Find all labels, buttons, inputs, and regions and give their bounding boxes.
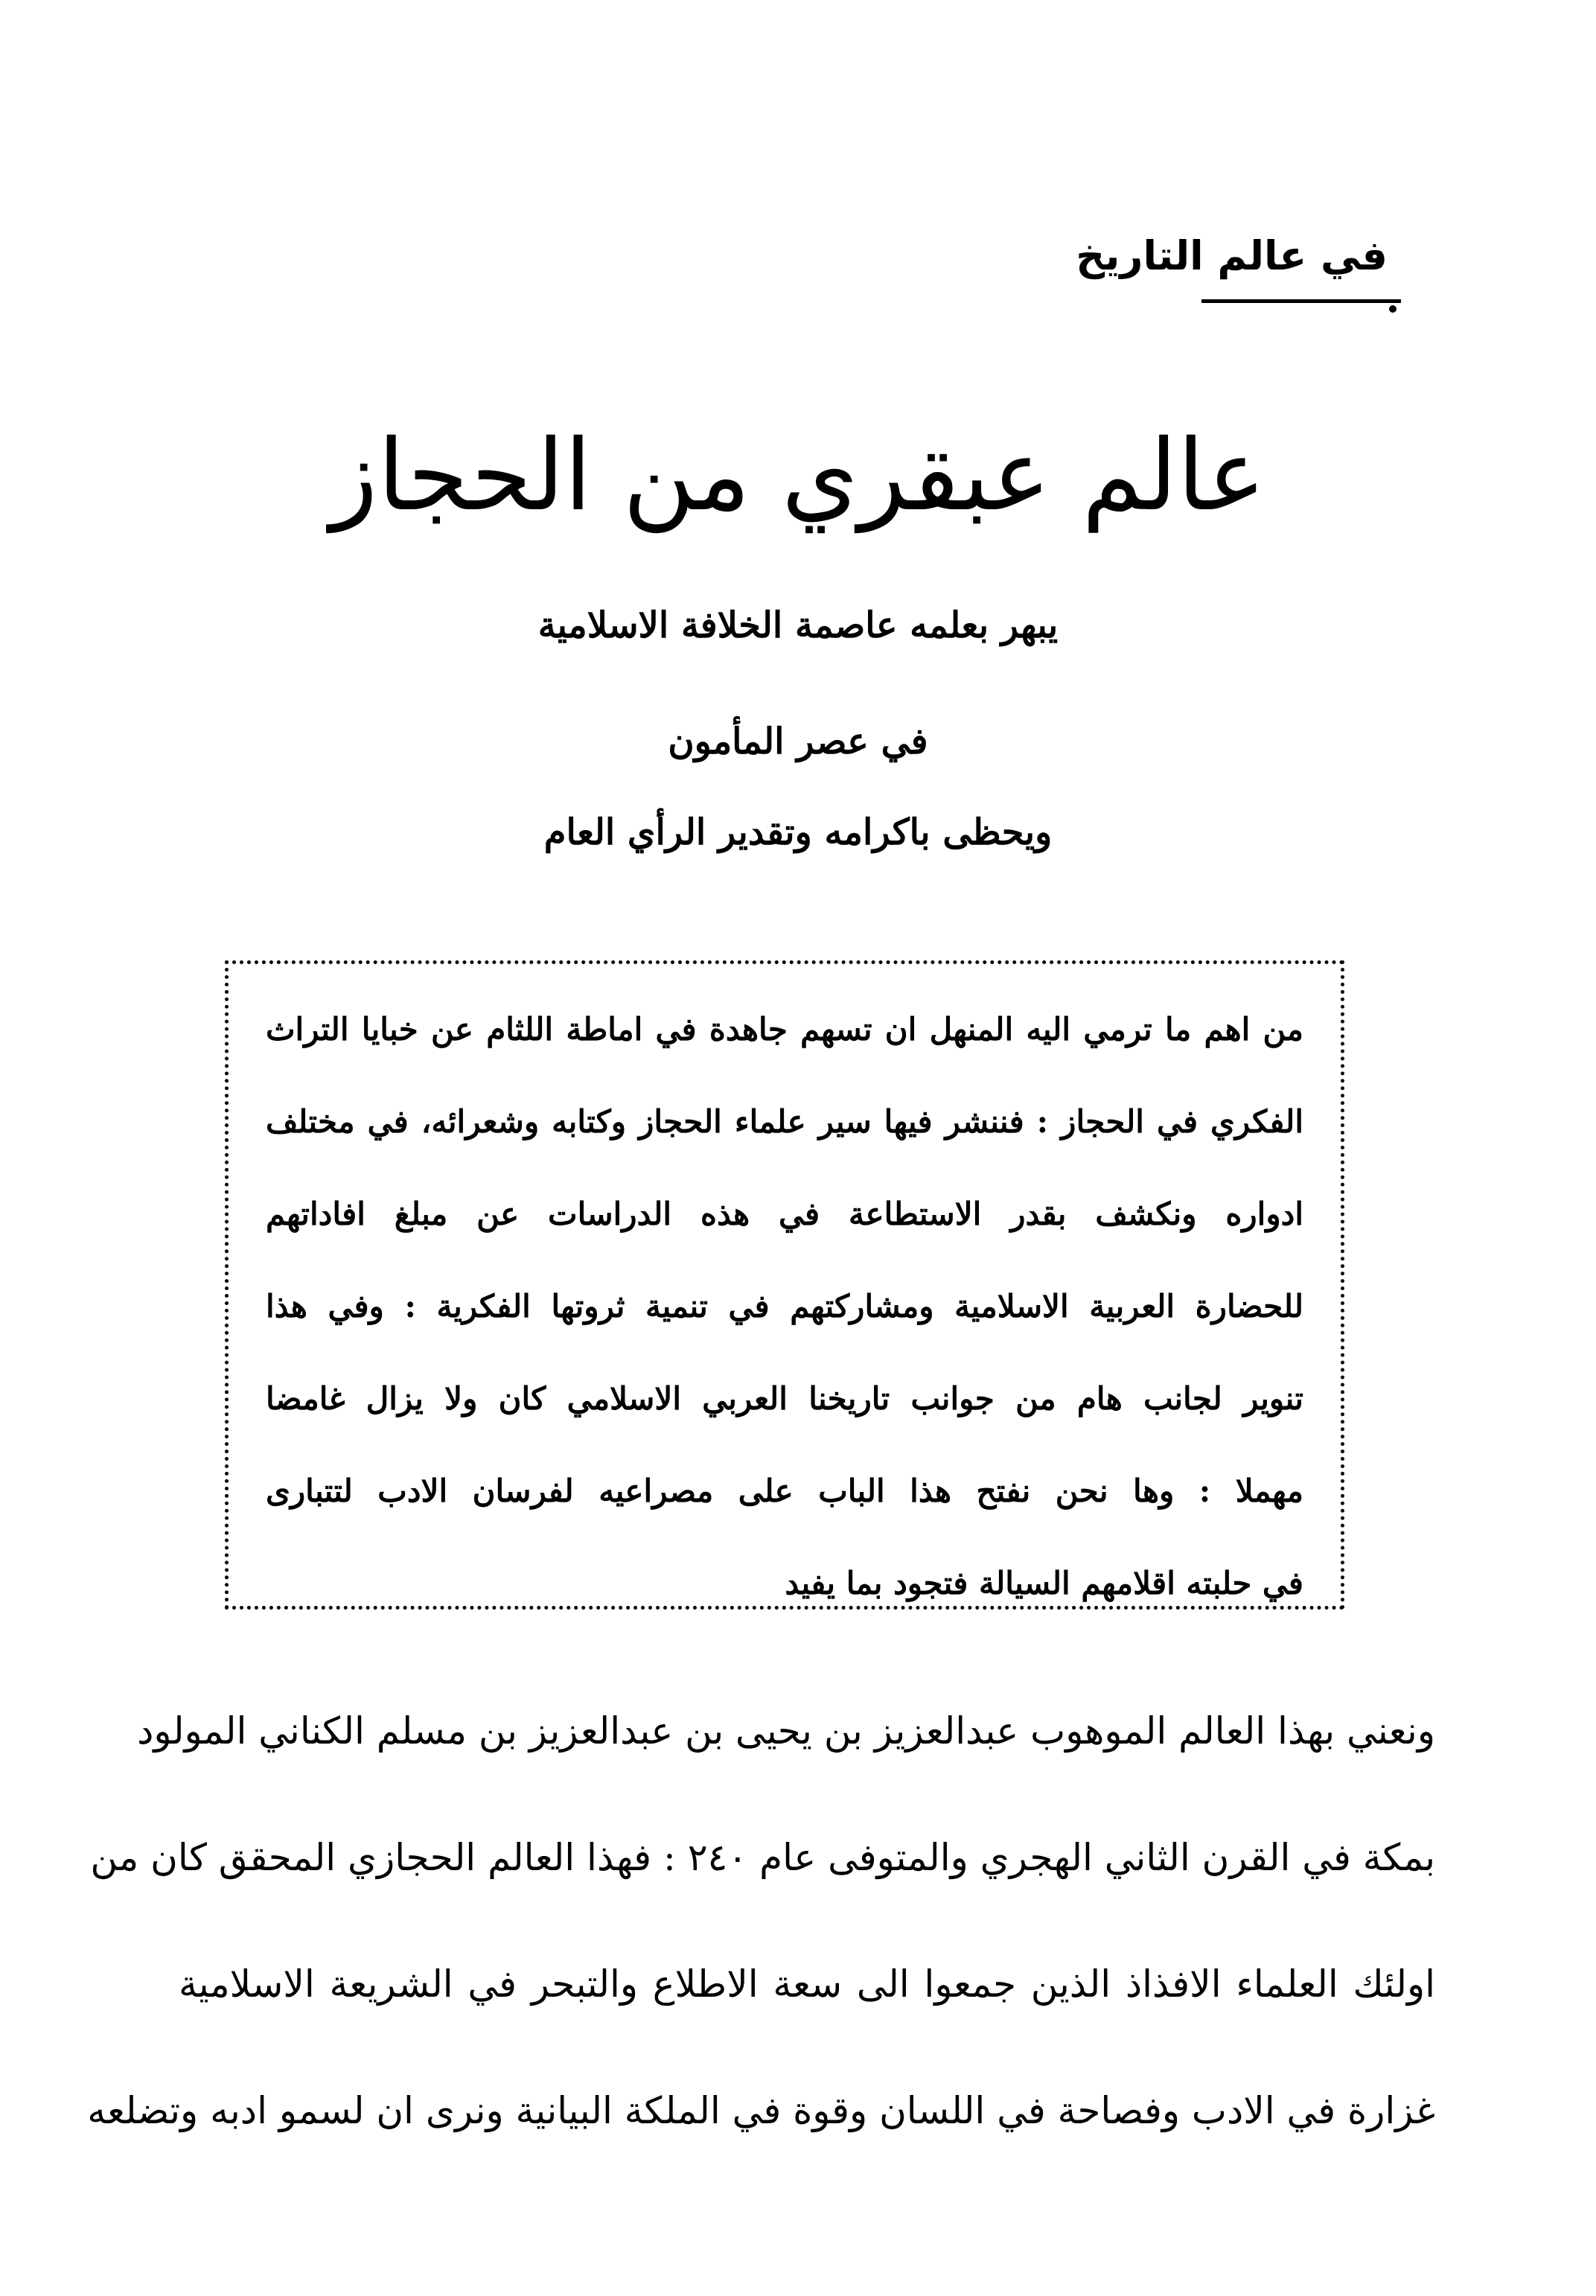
article-body (87, 1668, 1435, 2174)
intro-line: من اهم ما ترمي اليه المنهل ان تسهم جاهدة في اماطة اللثام عن خبايا التراث (266, 1011, 1303, 1047)
subtitle-3: ويحظى باكرامه وتقدير الرأي العام (543, 811, 1053, 853)
article-title: عالم عبقري من الحجاز (330, 418, 1266, 533)
body-line: اولئك العلماء الافذاذ الذين جمعوا الى سعة الاطلاع والتبحر في الشريعة الاسلامية (179, 1962, 1435, 2006)
subtitle-2: في عصر المأمون (668, 721, 928, 762)
subtitle-1: يبهر بعلمه عاصمة الخلافة الاسلامية (537, 605, 1059, 646)
stray-dot (1389, 305, 1396, 313)
body-line: بمكة في القرن الثاني الهجري والمتوفى عام ٢٤٠ : فهذا العالم الحجازي المحقق كان من (90, 1836, 1435, 1879)
intro-line: تنوير لجانب هام من جوانب تاريخنا العربي الاسلامي كان ولا يزال غامضا (266, 1380, 1303, 1417)
intro-line: مهملا : وها نحن نفتح هذا الباب على مصراعيه لفرسان الادب لتتبارى (266, 1473, 1303, 1509)
section-tag: في عالم التاريخ (1076, 232, 1388, 279)
body-line: غزارة في الادب وفصاحة في اللسان وقوة في الملكة البيانية ونرى ان لسمو ادبه وتضلعه (87, 2089, 1435, 2132)
section-tag-underline (1201, 299, 1401, 303)
intro-line: في حلبته اقلامهم السيالة فتجود بما يفيد (785, 1565, 1303, 1601)
intro-line: ادواره ونكشف بقدر الاستطاعة في هذه الدراسات عن مبلغ افاداتهم (266, 1196, 1303, 1232)
intro-line: الفكري في الحجاز : فننشر فيها سير علماء الحجاز وكتابه وشعرائه، في مختلف (266, 1103, 1303, 1140)
intro-box (225, 960, 1344, 1610)
body-line: ونعني بهذا العالم الموهوب عبدالعزيز بن يحيى بن عبدالعزيز بن مسلم الكناني المولود (137, 1709, 1435, 1753)
intro-line: للحضارة العربية الاسلامية ومشاركتهم في تنمية ثروتها الفكرية : وفي هذا (266, 1288, 1303, 1324)
